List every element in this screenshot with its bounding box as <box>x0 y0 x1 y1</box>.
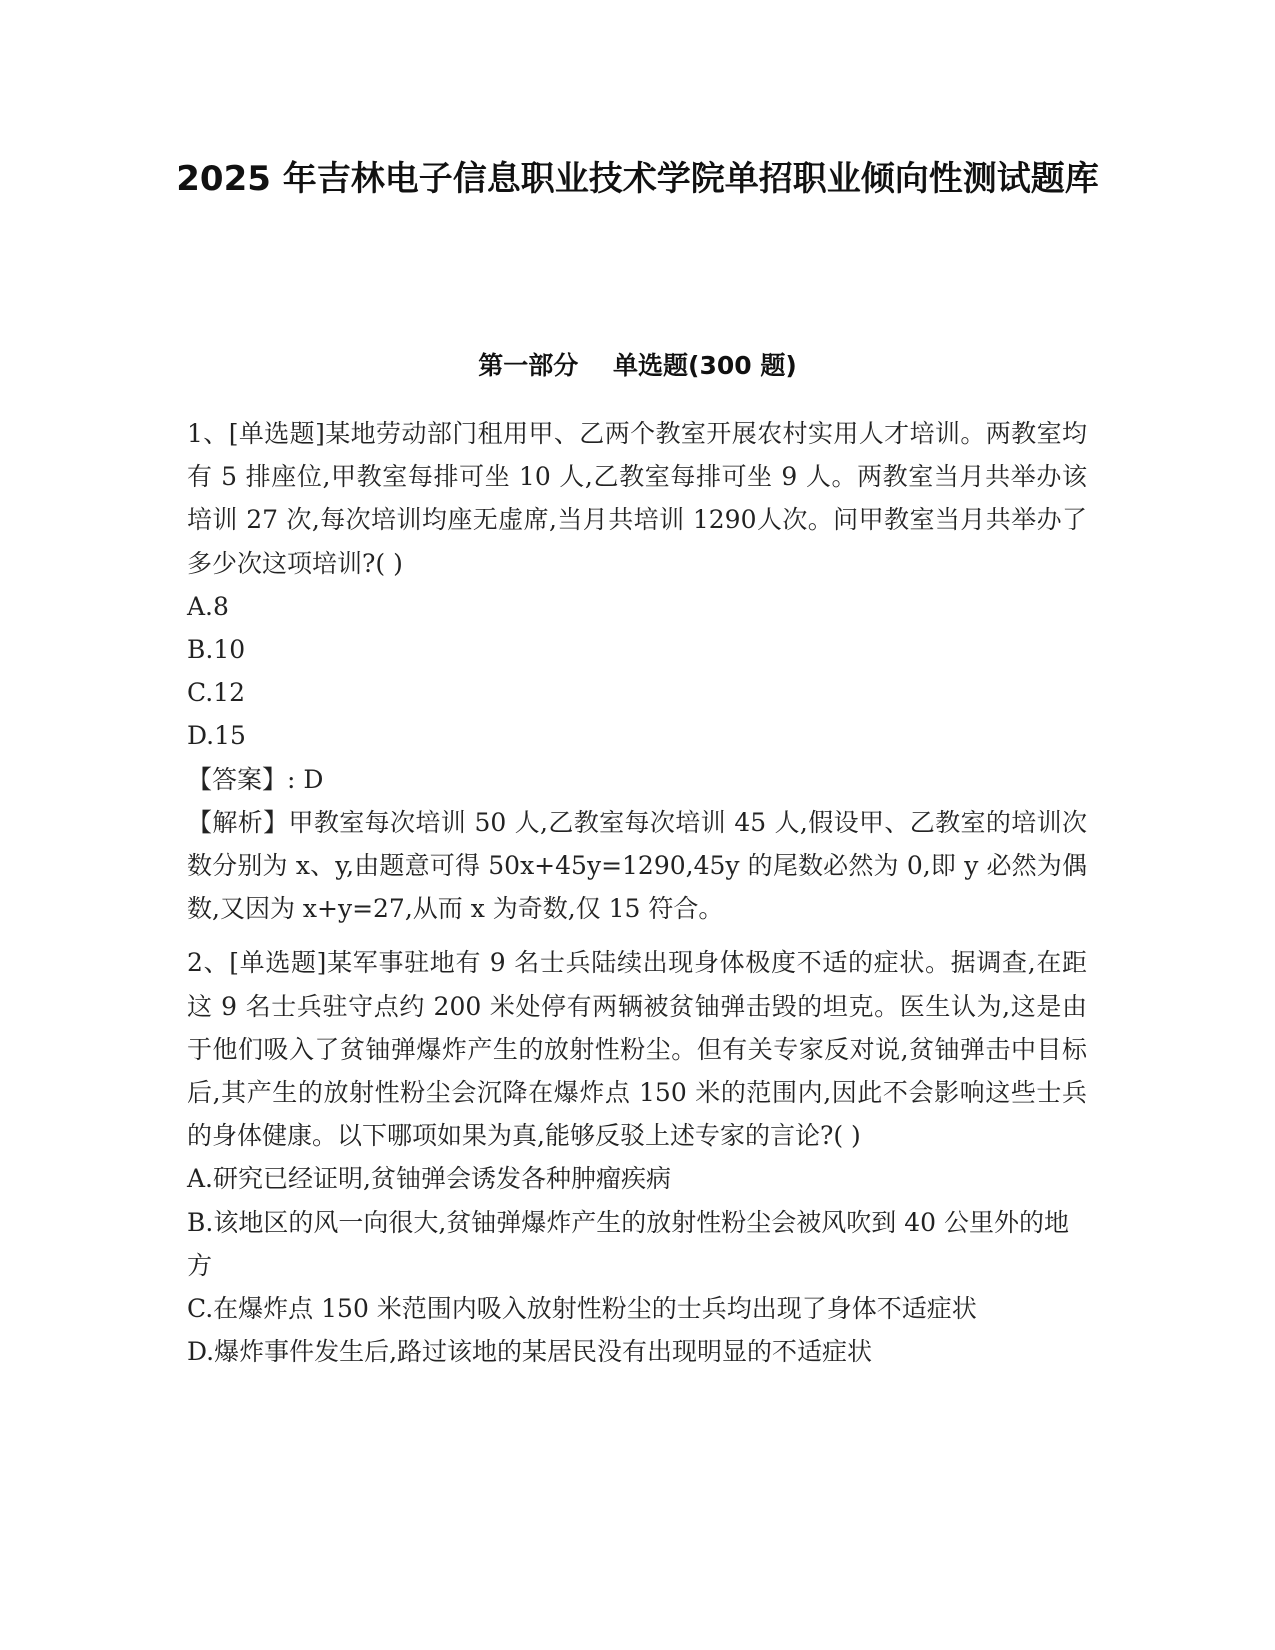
option-c: C.在爆炸点 150 米范围内吸入放射性粉尘的士兵均出现了身体不适症状 <box>187 1294 977 1324</box>
option-c: C.12 <box>187 678 245 708</box>
option-d: D.15 <box>187 721 246 751</box>
option-list <box>187 1157 1087 1373</box>
question-1 <box>187 412 1087 930</box>
option-a: A.研究已经证明,贫铀弹会诱发各种肿瘤疾病 <box>187 1164 671 1194</box>
option-list <box>187 585 1087 758</box>
section-heading: 第一部分 单选题(300 题) <box>478 351 797 380</box>
option-a: A.8 <box>187 591 229 621</box>
question-list <box>187 412 1087 1384</box>
question-2 <box>187 941 1087 1373</box>
analysis-paragraph: 【解析】甲教室每次培训 50 人,乙教室每次培训 45 人,假设甲、乙教室的培训次数分别为 x、y,由题意可得 50x+45y=1290,45y 的尾数必然为 0,即 y 必然为偶数,又因为 x+y=27,从而 x 为奇数,仅 15 符合。 <box>187 807 1087 924</box>
option-d: D.爆炸事件发生后,路过该地的某居民没有出现明显的不适症状 <box>187 1337 873 1367</box>
question-stem: 1、[单选题]某地劳动部门租用甲、乙两个教室开展农村实用人才培训。两教室均有 5 排座位,甲教室每排可坐 10 人,乙教室每排可坐 9 人。两教室当月共举办该培训 27 次,每次培训均座无虚席,当月共培训 1290人次。问甲教室当月共举办了多少次这项培训?( ) <box>187 419 1087 578</box>
document-title: 2025 年吉林电子信息职业技术学院单招职业倾向性测试题库 <box>176 159 1099 199</box>
question-stem: 2、[单选题]某军事驻地有 9 名士兵陆续出现身体极度不适的症状。据调查,在距这 9 名士兵驻守点约 200 米处停有两辆被贫铀弹击毁的坦克。医生认为,这是由于他们吸入了贫铀弹爆炸产生的放射性粉尘。但有关专家反对说,贫铀弹击中目标后,其产生的放射性粉尘会沉降在爆炸点 150 米的范围内,因此不会影响这些士兵的身体健康。以下哪项如果为真,能够反驳上述专家的言论?( ) <box>187 948 1087 1151</box>
option-b: B.该地区的风一向很大,贫铀弹爆炸产生的放射性粉尘会被风吹到 40 公里外的地方 <box>187 1207 1069 1280</box>
option-b: B.10 <box>187 635 246 665</box>
answer-line: 【答案】: D <box>187 764 324 794</box>
